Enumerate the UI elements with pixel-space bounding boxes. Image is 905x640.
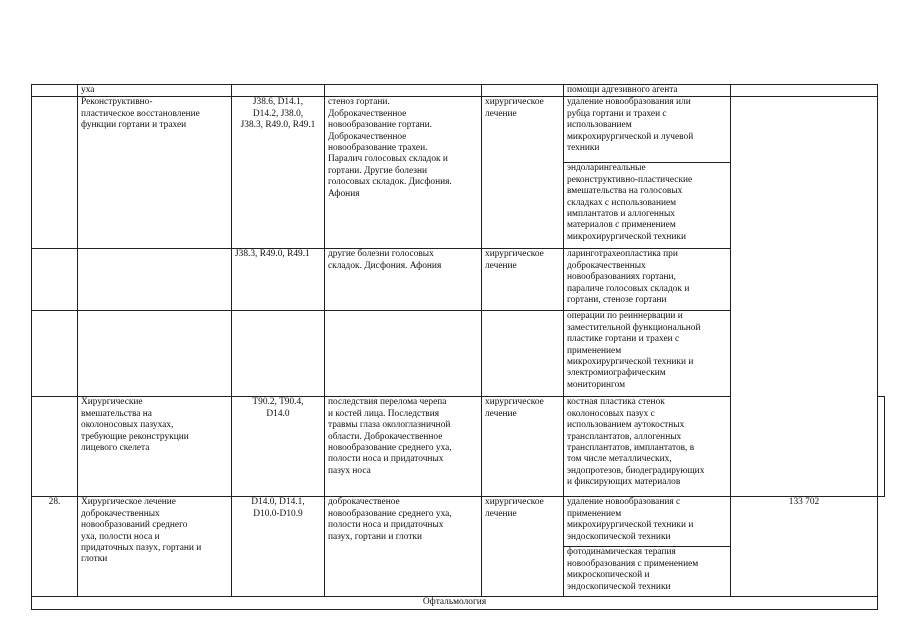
cell-intervention [78, 249, 232, 311]
table-row [32, 97, 885, 163]
cell-number [32, 311, 78, 397]
cell-method: костная пластика стенок околоносовых пазух с использованием аутокостных трансплантатов, аллогенных трансплантатов, имплантатов, в том числе металлических, эндопротезов, биодеградирующих и фиксирующих материалов [564, 397, 731, 497]
section-heading: Офтальмология [32, 597, 878, 609]
cell-treatment-type [482, 311, 564, 397]
cell-treatment-type: хирургическое лечение [482, 497, 564, 597]
cell-intervention: Хирургические вмешательства на околоносовых пазухах, требующие реконструкции лицевого скелета [78, 397, 232, 497]
cell-treatment-type [482, 85, 564, 97]
cell-number [32, 397, 78, 497]
cell-method: операции по реиннервации и заместительной функциональной пластике гортани и трахеи с применением микрохирургической техники и электромиографическим мониторингом [564, 311, 731, 397]
cell-method: удаление новообразования или рубца гортани и трахеи с использованием микрохирургической и лучевой техники [564, 97, 731, 163]
cell-diagnosis: последствия перелома черепа и костей лица. Последствия травмы глаза окологлазничной области. Доброкачественное новообразование среднего уха, полости носа и придаточных пазух носа [325, 397, 482, 497]
cell-number [32, 249, 78, 311]
table-row [32, 497, 885, 547]
cell-method: помощи адгезивного агента [564, 85, 731, 97]
cell-diagnosis: другие болезни голосовых складок. Дисфония. Афония [325, 249, 482, 311]
cell-number: 28. [32, 497, 78, 597]
cell-method: ларинготрахеопластика при доброкачественных новообразованиях гортани, параличе голосовых складок и гортани, стенозе гортани [564, 249, 731, 311]
cell-codes: J38.6, D14.1, D14.2, J38.0, J38.3, R49.0, R49.1 [232, 97, 325, 249]
cell-cost [731, 97, 878, 497]
cell-codes: J38.3, R49.0, R49.1 [232, 249, 325, 311]
cell-number [32, 85, 78, 97]
cell-diagnosis: стеноз гортани. Доброкачественное новообразование гортани. Доброкачественное новообразование трахеи. Паралич голосовых складок и гортани. Другие болезни голосовых складок. Дисфония. Афония [325, 97, 482, 249]
cell-method: эндоларингеальные реконструктивно-пластические вмешательства на голосовых складках с использованием имплантатов и аллогенных материалов с применением микрохирургической техники [564, 163, 731, 249]
table-row [32, 85, 885, 97]
cell-intervention [78, 311, 232, 397]
cell-cost [878, 397, 885, 497]
cell-codes [232, 85, 325, 97]
cell-treatment-type: хирургическое лечение [482, 397, 564, 497]
cell-codes: D14.0, D14.1, D10.0-D10.9 [232, 497, 325, 597]
cell-diagnosis: доброкачественое новообразование среднего уха, полости носа и придаточных пазух, гортани и глотки [325, 497, 482, 597]
cell-codes: T90.2, T90.4, D14.0 [232, 397, 325, 497]
cell-cost: 133 702 [731, 497, 878, 597]
cell-diagnosis [325, 311, 482, 397]
table-section-row [32, 597, 885, 609]
cell-codes [232, 311, 325, 397]
cell-treatment-type: хирургическое лечение [482, 249, 564, 311]
cell-treatment-type: хирургическое лечение [482, 97, 564, 249]
cell-method: удаление новообразования с применением микрохирургической техники и эндоскопической техники [564, 497, 731, 547]
cell-diagnosis [325, 85, 482, 97]
cell-cost [731, 85, 878, 97]
cell-method: фотодинамическая терапия новообразования с применением микроскопической и эндоскопической техники [564, 547, 731, 597]
cell-intervention: Хирургическое лечение доброкачественных новообразований среднего уха, полости носа и придаточных пазух, гортани и глотки [78, 497, 232, 597]
procedures-table [31, 84, 885, 610]
cell-number [32, 97, 78, 249]
cell-intervention: уха [78, 85, 232, 97]
cell-intervention: Реконструктивно- пластическое восстановление функции гортани и трахеи [78, 97, 232, 249]
